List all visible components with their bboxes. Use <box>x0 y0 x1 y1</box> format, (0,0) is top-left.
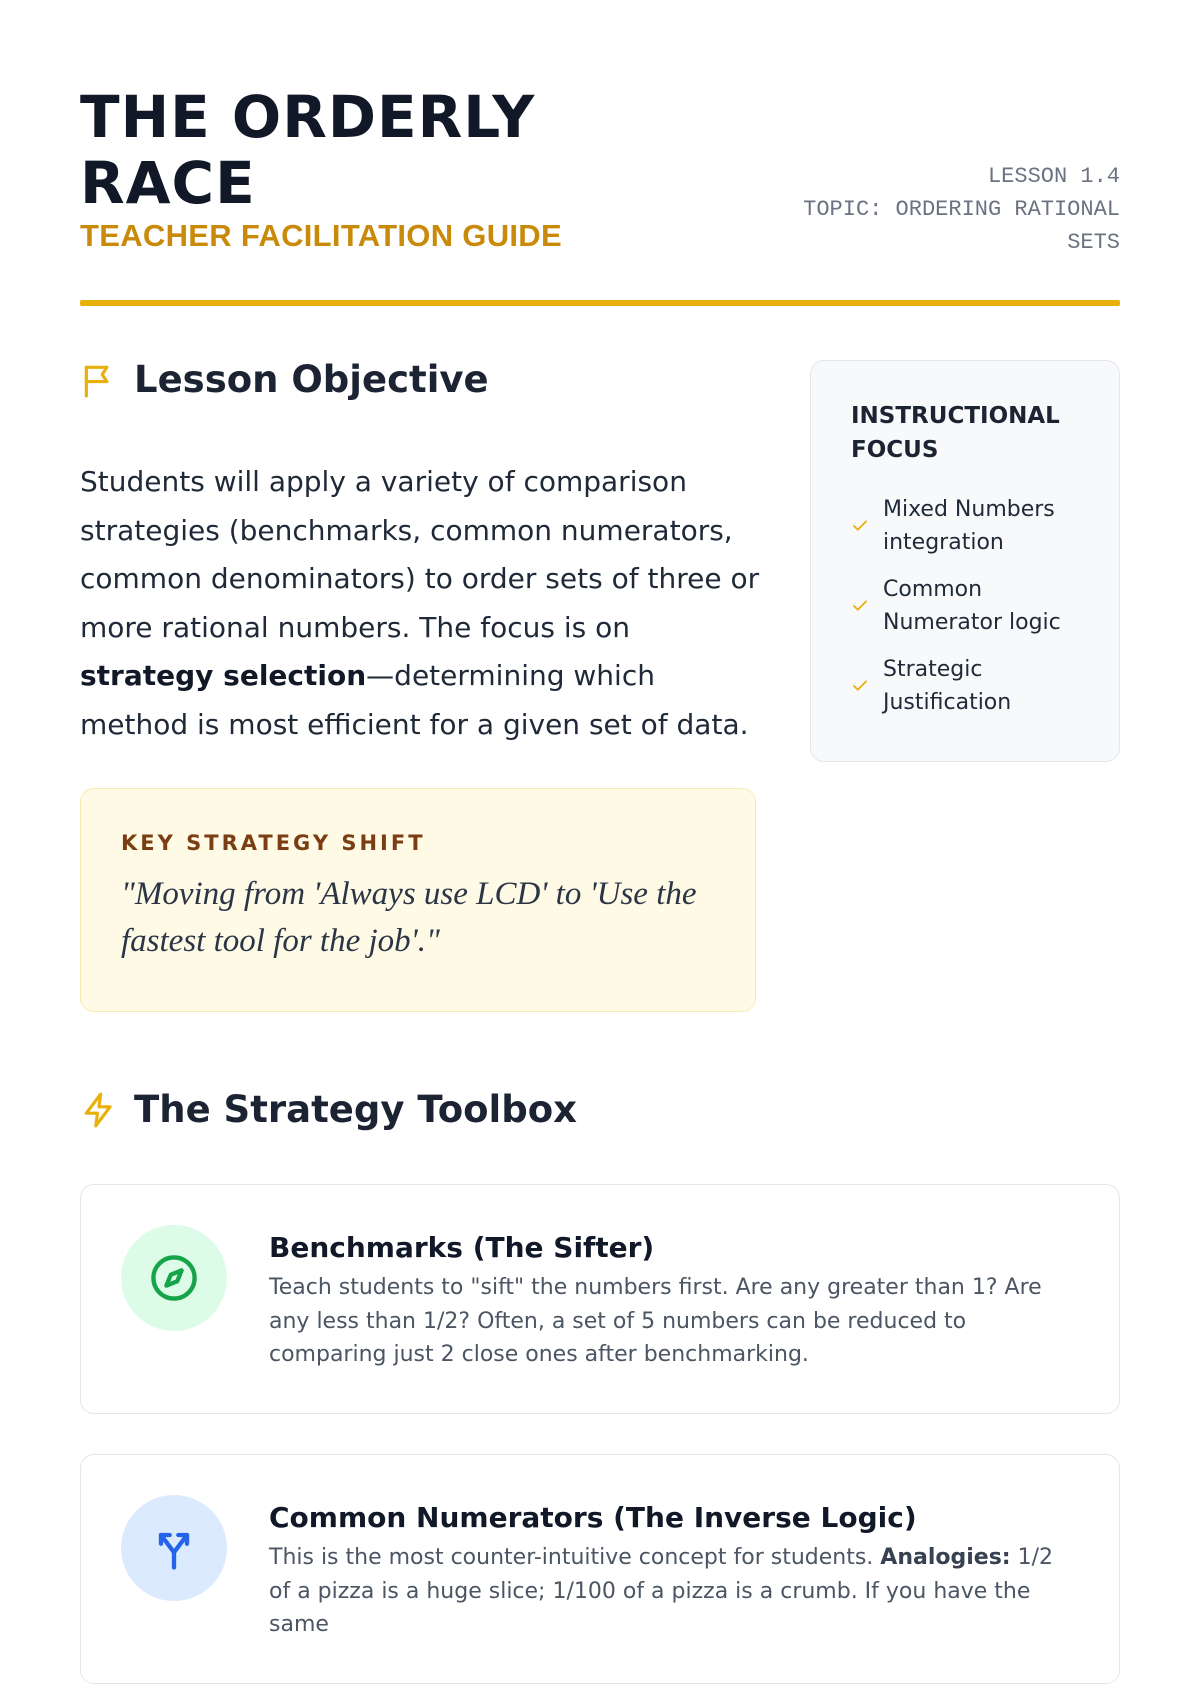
split-arrow-icon <box>121 1495 227 1601</box>
objective-text-part: Students will apply a variety of comparison strategies (benchmarks, common numerators, common denominators) to order sets of three or more rational numbers. The focus is on <box>80 465 760 644</box>
objective-emphasis: strategy selection <box>80 659 367 692</box>
key-strategy-callout <box>80 788 756 1012</box>
objective-text <box>80 458 760 749</box>
flag-icon <box>80 361 118 399</box>
focus-item-label: Mixed Numbers integration <box>883 497 1055 555</box>
objective-text-part: —determining which method is most efficient for a given set of data. <box>80 659 749 741</box>
card-content <box>269 1499 1069 1642</box>
focus-item-label: Strategic Justification <box>883 657 1012 715</box>
card-content <box>269 1229 1069 1372</box>
strategy-card-common-numerators <box>80 1454 1120 1684</box>
list-item <box>851 573 1083 639</box>
card-body <box>269 1541 1069 1642</box>
toolbox-heading: The Strategy Toolbox <box>134 1088 577 1131</box>
card-title: Benchmarks (The Sifter) <box>269 1231 655 1264</box>
list-item <box>851 653 1083 719</box>
card-body: Teach students to "sift" the numbers first. Are any greater than 1? Are any less than 1/2? Often, a set of 5 numbers can be reduced to comparing just 2 close ones after benchmarking. <box>269 1275 1042 1367</box>
card-body-part: 1/2 of a pizza is a huge slice; 1/100 of a pizza is a crumb. If you have the same <box>269 1545 1053 1637</box>
instructional-focus-card <box>810 360 1120 762</box>
page-subtitle: TEACHER FACILITATION GUIDE <box>80 218 562 253</box>
guide-page <box>80 0 1120 1637</box>
objective-header <box>80 358 489 401</box>
header-divider <box>80 300 1120 306</box>
list-item <box>851 493 1083 559</box>
focus-item-label: Common Numerator logic <box>883 577 1061 635</box>
compass-icon <box>121 1225 227 1331</box>
lightning-icon <box>80 1091 118 1129</box>
page-title: THE ORDERLY RACE <box>80 83 536 217</box>
check-icon <box>851 677 869 695</box>
strategy-card-benchmarks <box>80 1184 1120 1414</box>
check-icon <box>851 517 869 535</box>
toolbox-header <box>80 1088 577 1131</box>
objective-heading: Lesson Objective <box>134 358 489 401</box>
check-icon <box>851 597 869 615</box>
card-body-emphasis: Analogies: <box>880 1545 1011 1570</box>
focus-heading: INSTRUCTIONAL FOCUS <box>851 403 1060 463</box>
focus-list <box>851 493 1083 719</box>
card-title: Common Numerators (The Inverse Logic) <box>269 1501 917 1534</box>
callout-quote: "Moving from 'Always use LCD' to 'Use the fastest tool for the job'." <box>121 876 697 959</box>
callout-label: KEY STRATEGY SHIFT <box>121 831 426 855</box>
card-body-part: This is the most counter-intuitive concept for students. <box>269 1545 881 1570</box>
lesson-meta: LESSON 1.4 TOPIC: ORDERING RATIONAL SETS <box>803 164 1120 255</box>
